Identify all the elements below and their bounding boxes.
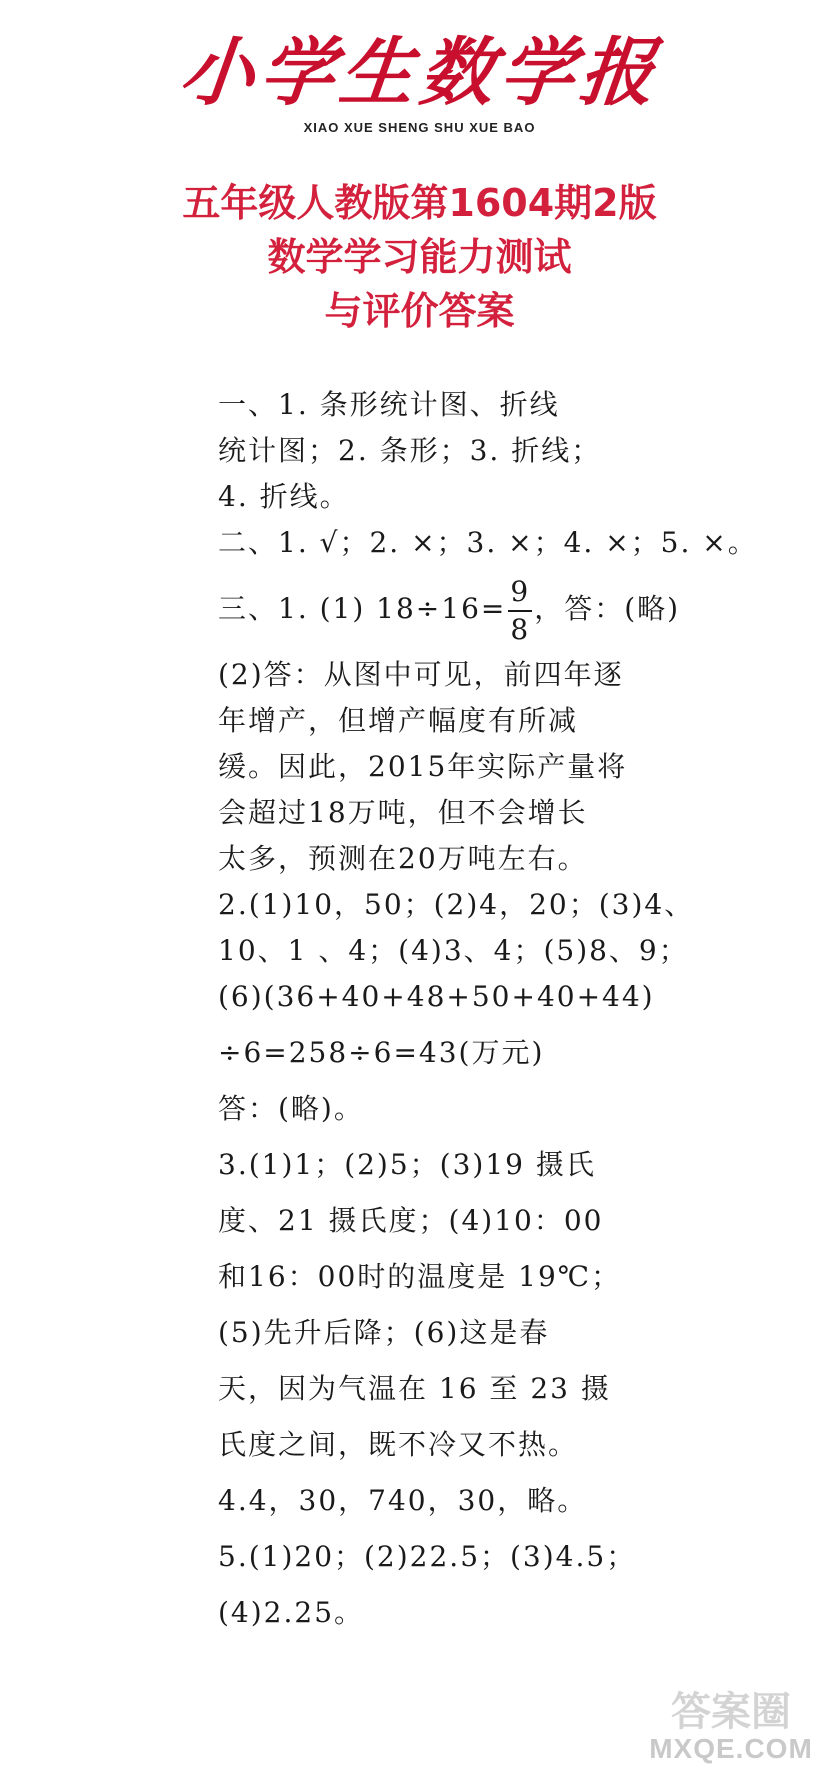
- answer-line: 天，因为气温在 16 至 23 摄: [218, 1372, 611, 1405]
- masthead: [0, 30, 839, 135]
- answer-body: [218, 382, 758, 1636]
- answer-line: 缓。因此，2015年实际产量将: [218, 750, 628, 783]
- answer-line: 5.(1)20；(2)22.5；(3)4.5；: [218, 1540, 637, 1573]
- answer-line: 二、1. √；2. ×；3. ×；4. ×；5. ×。: [218, 526, 758, 559]
- fraction-suffix: ，答：(略): [534, 592, 681, 625]
- title-line-1: 五年级人教版第1604期2版: [182, 181, 657, 225]
- answer-line: 氏度之间，既不冷又不热。: [218, 1428, 579, 1461]
- fraction-prefix: 三、1. (1) 18÷16=: [218, 592, 507, 625]
- answer-line: 年增产，但增产幅度有所减: [218, 704, 579, 737]
- answer-line: 2.(1)10，50；(2)4，20；(3)4、: [218, 888, 695, 921]
- answer-line-fraction: [218, 566, 681, 652]
- answer-line: 答：(略)。: [218, 1092, 364, 1125]
- answer-line: 会超过18万吨，但不会增长: [218, 796, 588, 829]
- watermark-url: MXQE.COM: [649, 1733, 813, 1764]
- answer-line: (6)(36+40+48+50+40+44): [218, 980, 655, 1013]
- page-title: [0, 176, 839, 338]
- answer-line: 10、1 、4；(4)3、4；(5)8、9；: [218, 934, 689, 967]
- answer-line: ÷6=258÷6=43(万元): [218, 1036, 545, 1069]
- answer-line: 一、1. 条形统计图、折线: [218, 388, 560, 421]
- title-line-3: 与评价答案: [324, 289, 515, 333]
- answer-line: (4)2.25。: [218, 1596, 365, 1629]
- title-line-2: 数学学习能力测试: [267, 235, 572, 279]
- answer-line: 和16：00时的温度是 19℃；: [218, 1260, 622, 1293]
- answer-line: 4. 折线。: [218, 480, 350, 513]
- fraction-denominator: 8: [510, 612, 531, 646]
- answer-line: 4.4，30，740，30，略。: [218, 1484, 588, 1517]
- logo-pinyin: XIAO XUE SHENG SHU XUE BAO: [303, 120, 536, 135]
- answer-line: 度、21 摄氏度；(4)10：00: [218, 1204, 604, 1237]
- answer-line: (2)答：从图中可见，前四年逐: [218, 658, 624, 691]
- watermark-logo: 答案圈: [671, 1690, 791, 1734]
- fraction-numerator: 9: [508, 574, 532, 612]
- answer-line: 统计图；2. 条形；3. 折线；: [218, 434, 602, 467]
- fraction: [508, 574, 532, 648]
- answer-line: 3.(1)1；(2)5；(3)19 摄氏: [218, 1148, 596, 1181]
- newspaper-logo: 小学生数学报: [174, 30, 665, 116]
- answer-line: (5)先升后降；(6)这是春: [218, 1316, 550, 1349]
- watermark: [641, 1690, 821, 1764]
- answer-line: 太多，预测在20万吨左右。: [218, 842, 588, 875]
